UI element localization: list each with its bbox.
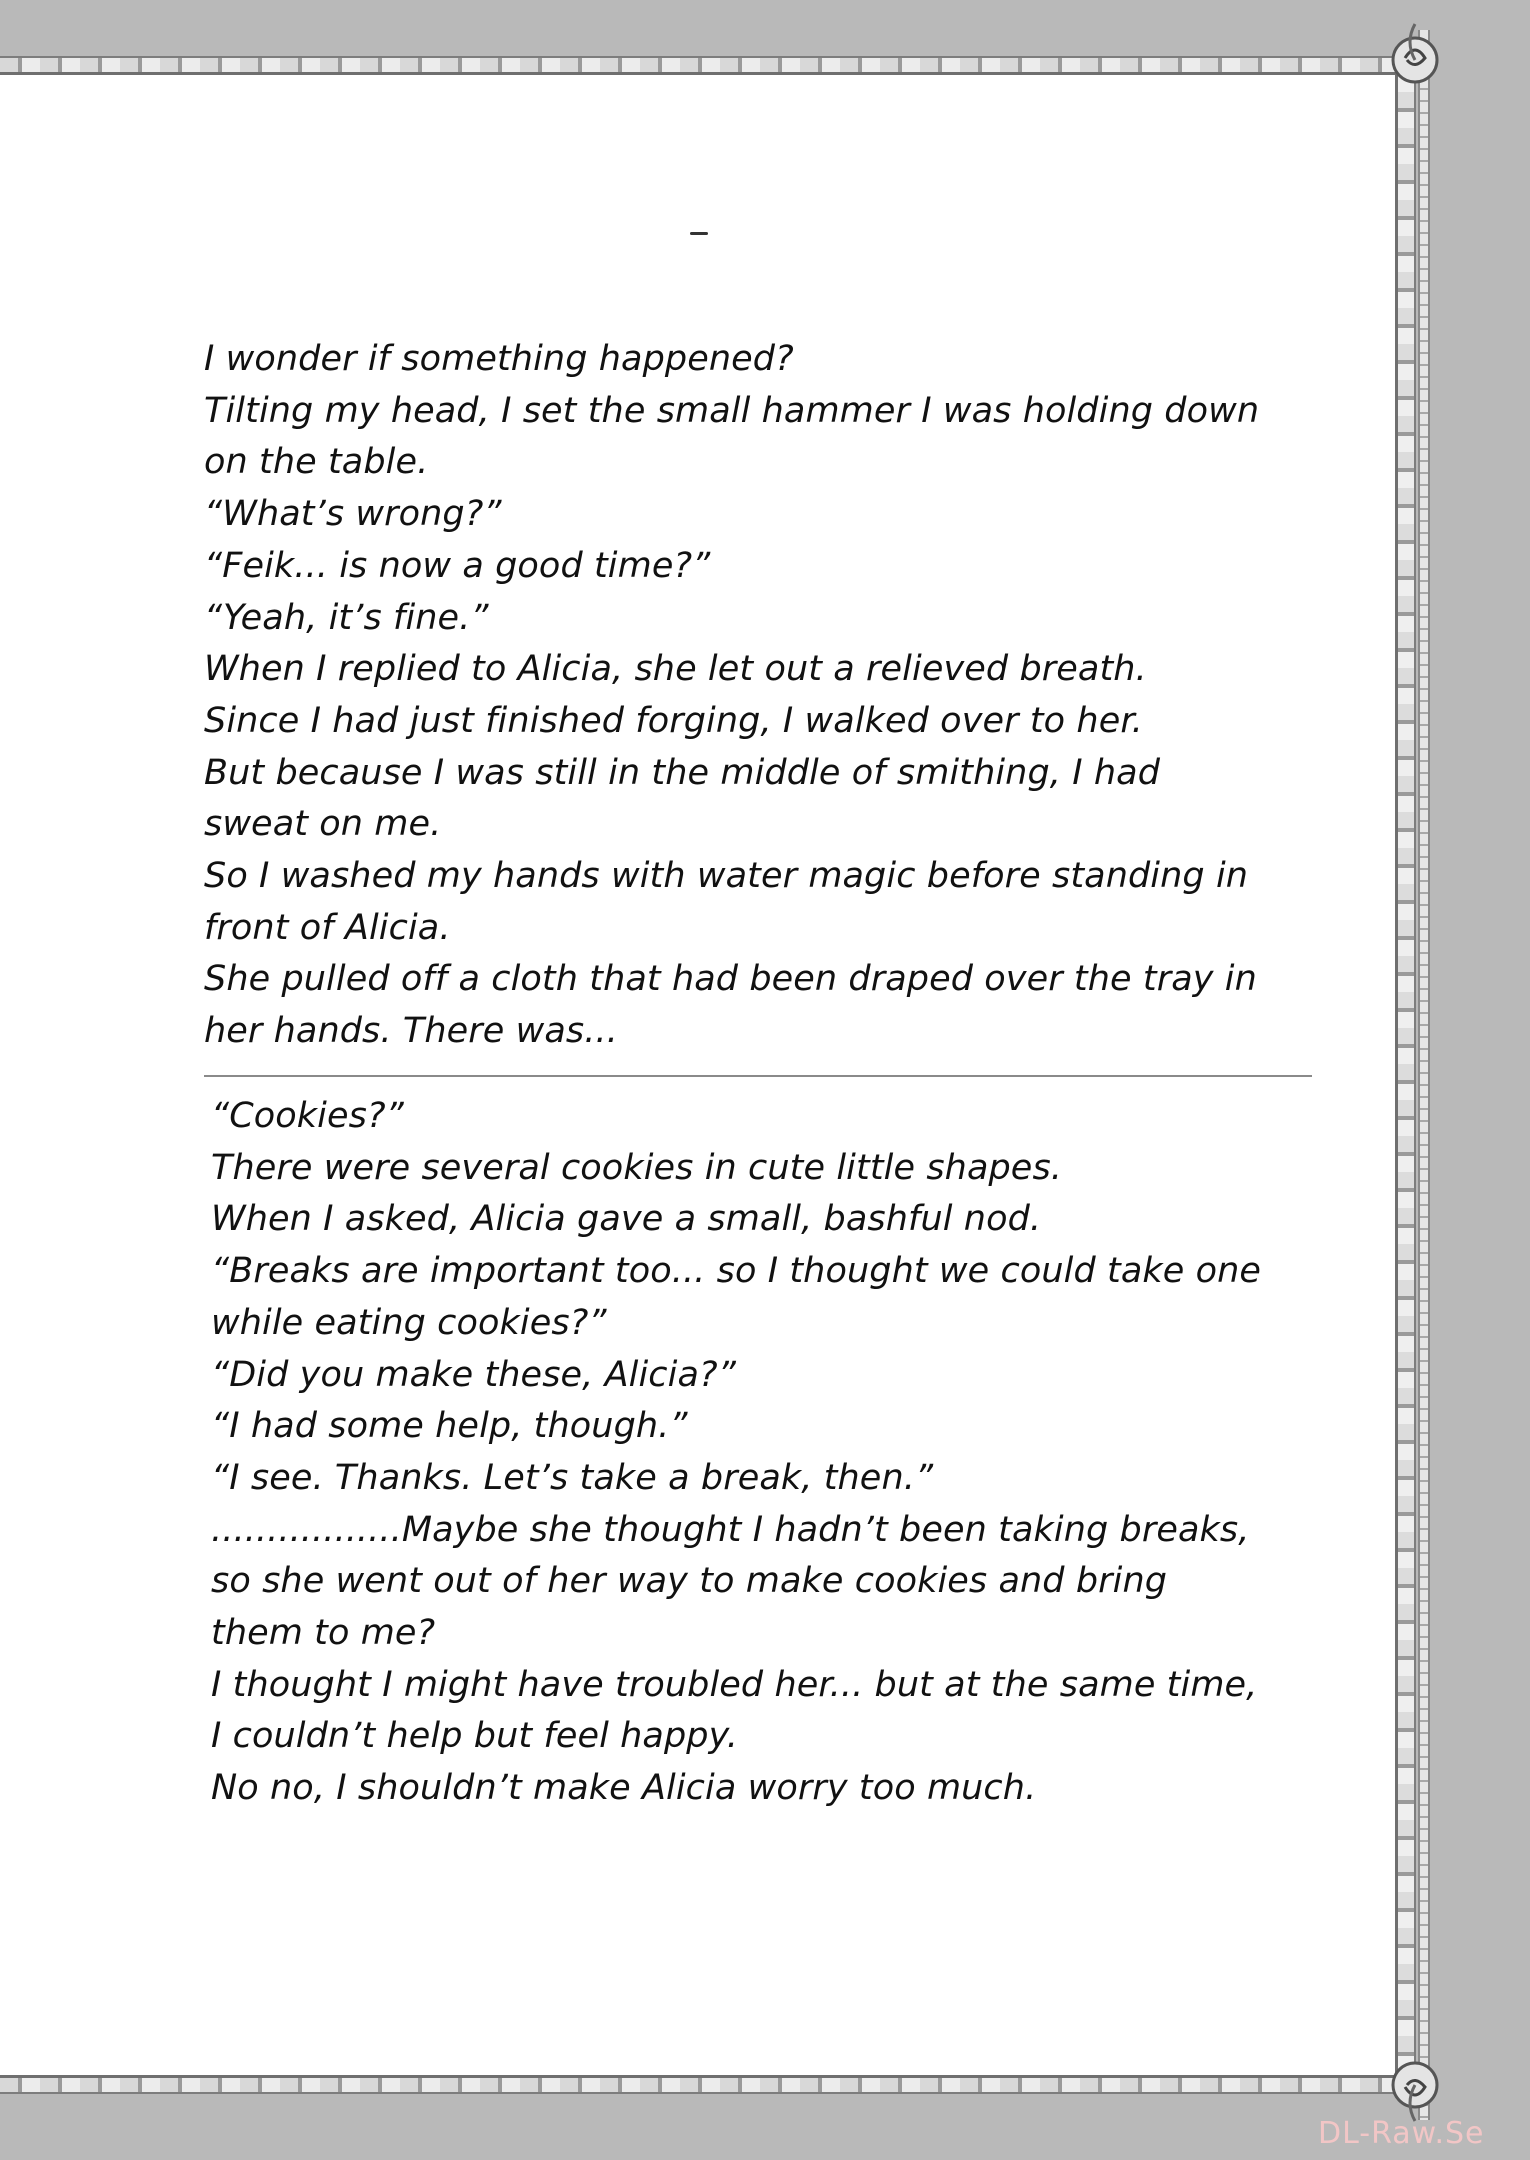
text-line: “I see. Thanks. Let’s take a break, then.” <box>211 1457 934 1498</box>
text-line: .................Maybe she thought I hadn’t been taking breaks, <box>211 1509 1250 1550</box>
frame-right <box>1395 56 1416 2089</box>
frame-bottom <box>0 2075 1395 2094</box>
text-line: them to me? <box>211 1613 436 1654</box>
frame-top <box>0 56 1395 75</box>
text-line: When I replied to Alicia, she let out a relieved breath. <box>204 649 1147 690</box>
text-line: She pulled off a cloth that had been draped over the tray in <box>204 959 1257 1000</box>
text-line: “Feik... is now a good time?” <box>204 545 711 586</box>
text-line: I thought I might have troubled her... but at the same time, <box>211 1664 1258 1705</box>
text-block-1 <box>204 334 1259 1058</box>
text-line: “Cookies?” <box>211 1096 404 1136</box>
text-line: front of Alicia. <box>204 907 451 948</box>
text-line: There were several cookies in cute little shapes. <box>211 1147 1063 1188</box>
text-line: No no, I shouldn’t make Alicia worry too much. <box>211 1768 1037 1809</box>
text-line: so she went out of her way to make cookies and bring <box>211 1561 1168 1602</box>
text-line: I couldn’t help but feel happy. <box>211 1716 738 1757</box>
section-divider <box>204 1075 1312 1077</box>
text-line: “I had some help, though.” <box>211 1406 688 1447</box>
text-line: “What’s wrong?” <box>204 494 502 535</box>
frame-outer-right <box>1418 30 1430 2120</box>
text-line: her hands. There was... <box>204 1011 618 1052</box>
text-line: I wonder if something happened? <box>204 339 794 379</box>
text-line: while eating cookies?” <box>211 1302 607 1343</box>
scroll-flourish-icon <box>1375 2045 1455 2125</box>
text-line: “Yeah, it’s fine.” <box>204 597 489 638</box>
scroll-flourish-icon <box>1375 20 1455 100</box>
text-line: sweat on me. <box>204 804 442 845</box>
text-line: But because I was still in the middle of smithing, I had <box>204 752 1161 793</box>
text-line: So I washed my hands with water magic before standing in <box>204 856 1249 897</box>
text-line: Tilting my head, I set the small hammer I was holding down <box>204 390 1260 431</box>
decorative-mark <box>690 232 708 235</box>
text-line: “Did you make these, Alicia?” <box>211 1354 736 1395</box>
text-line: “Breaks are important too... so I thought we could take one <box>211 1251 1262 1292</box>
text-line: on the table. <box>204 442 429 483</box>
text-line: When I asked, Alicia gave a small, bashful nod. <box>211 1199 1042 1240</box>
text-line: Since I had just finished forging, I walked over to her. <box>204 700 1143 741</box>
watermark: DL-Raw.Se <box>1318 2116 1485 2151</box>
text-block-2 <box>211 1091 1261 1815</box>
